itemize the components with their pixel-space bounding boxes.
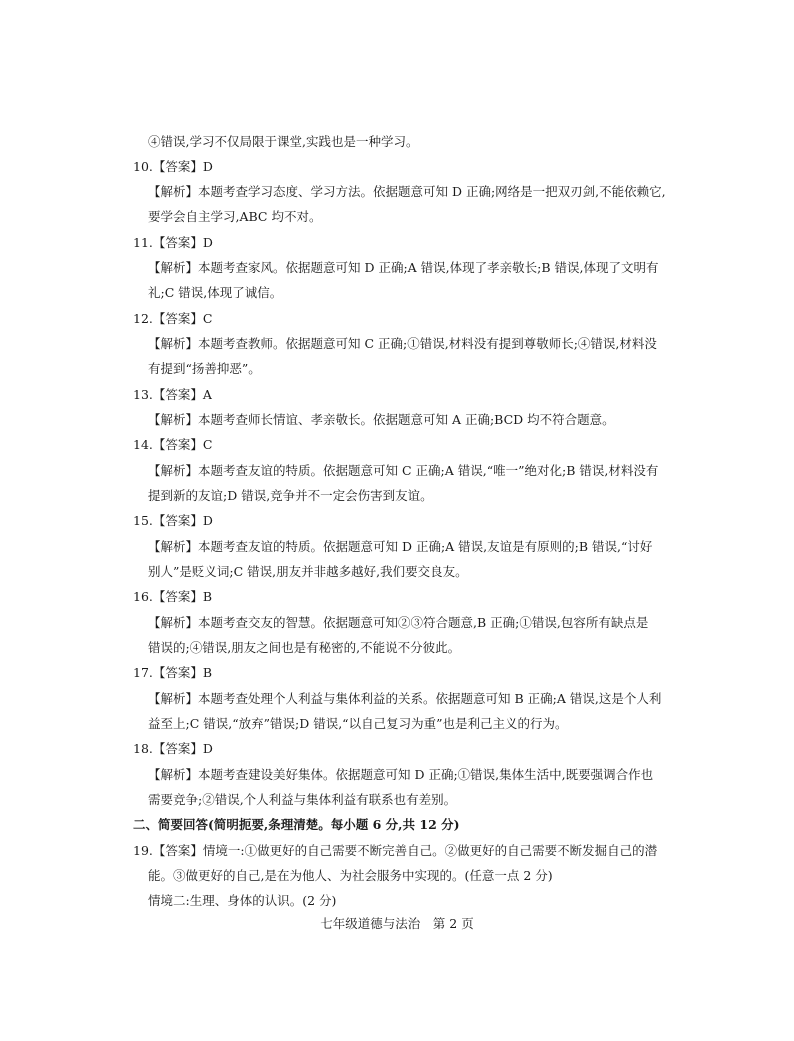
text-line: ④错误,学习不仅局限于课堂,实践也是一种学习。	[148, 134, 419, 149]
analysis-line: 要学会自主学习,ABC 均不对。	[148, 209, 322, 224]
analysis-line: 【解析】本题考查建设美好集体。依据题意可知 D 正确;①错误,集体生活中,既要强调合作也	[148, 767, 654, 782]
analysis-line: 益至上;C 错误,“放弃”错误;D 错误,“以自己复习为重”也是利己主义的行为。	[148, 716, 568, 731]
answer-line: 16.【答案】B	[133, 589, 213, 604]
analysis-line: 错误的;④错误,朋友之间也是有秘密的,不能说不分彼此。	[148, 640, 461, 655]
answer-line: 17.【答案】B	[133, 665, 213, 680]
section-heading: 二、简要回答(简明扼要,条理清楚。每小题 6 分,共 12 分)	[133, 817, 460, 832]
answer-line: 11.【答案】D	[133, 235, 213, 250]
answer-continuation: 能。③做更好的自己,是在为他人、为社会服务中实现的。(任意一点 2 分)	[148, 868, 553, 883]
analysis-line: 提到新的友谊;D 错误,竞争并不一定会伤害到友谊。	[148, 488, 433, 503]
page-footer: 七年级道德与法治 第 2 页	[320, 916, 474, 931]
answer-line: 14.【答案】C	[133, 437, 213, 452]
analysis-line: 【解析】本题考查交友的智慧。依据题意可知②③符合题意,B 正确;①错误,包容所有缺点是	[148, 615, 649, 630]
analysis-line: 需要竞争;②错误,个人利益与集体利益有联系也有差别。	[148, 792, 457, 807]
answer-line: 19.【答案】情境一:①做更好的自己需要不断完善自己。②做更好的自己需要不断发掘自己的潜	[133, 843, 658, 858]
analysis-line: 【解析】本题考查家风。依据题意可知 D 正确;A 错误,体现了孝亲敬长;B 错误,体现了文明有	[148, 260, 659, 275]
analysis-line: 【解析】本题考查友谊的特质。依据题意可知 D 正确;A 错误,友谊是有原则的;B 错误,“讨好	[148, 539, 653, 554]
analysis-line: 礼;C 错误,体现了诚信。	[148, 285, 283, 300]
analysis-line: 【解析】本题考查学习态度、学习方法。依据题意可知 D 正确;网络是一把双刃剑,不能依赖它,	[148, 184, 666, 199]
answer-line: 15.【答案】D	[133, 513, 213, 528]
answer-line: 18.【答案】D	[133, 741, 213, 756]
answer-line: 13.【答案】A	[133, 387, 212, 402]
analysis-line: 【解析】本题考查教师。依据题意可知 C 正确;①错误,材料没有提到尊敬师长;④错误,材料没	[148, 336, 657, 351]
analysis-line: 有提到“扬善抑恶”。	[148, 361, 261, 376]
answer-line: 12.【答案】C	[133, 311, 213, 326]
analysis-line: 别人”是贬义词;C 错误,朋友并非越多越好,我们要交良友。	[148, 564, 468, 579]
analysis-line: 【解析】本题考查友谊的特质。依据题意可知 C 正确;A 错误,“唯一”绝对化;B 错误,材料没有	[148, 463, 659, 478]
analysis-line: 【解析】本题考查师长情谊、孝亲敬长。依据题意可知 A 正确;BCD 均不符合题意。	[148, 412, 615, 427]
analysis-line: 【解析】本题考查处理个人利益与集体利益的关系。依据题意可知 B 正确;A 错误,这是个人利	[148, 691, 662, 706]
answer-continuation: 情境二:生理、身体的认识。(2 分)	[148, 893, 337, 908]
answer-line: 10.【答案】D	[133, 159, 213, 174]
